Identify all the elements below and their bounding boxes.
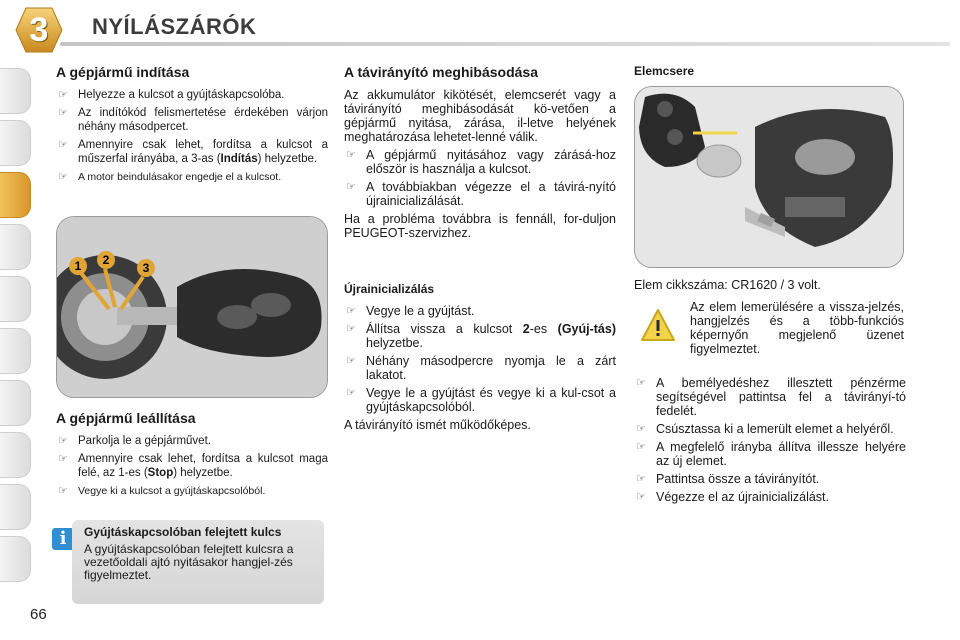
chapter-tabs [0,68,34,588]
ignition-illustration [56,216,328,398]
hand-pointer-icon: ☞ [58,171,68,183]
list-item: ☞ Parkolja le a gépjárművet. [58,435,211,447]
malfunction-section [344,64,616,244]
warning-triangle-shape [640,308,676,344]
battery-steps [634,376,906,504]
info-box-title: Gyújtáskapcsolóban felejtett kulcs [84,525,282,539]
remote-battery-image [635,87,903,267]
chapter-tab[interactable] [0,380,31,426]
stop-steps [56,434,328,498]
ignition-key-image [57,217,327,397]
hand-pointer-icon: ☞ [636,441,646,453]
hand-pointer-icon: ☞ [346,305,356,317]
stop-title: A gépjármű leállítása [56,410,196,426]
list-item: ☞ A motor beindulásakor engedje el a kulcsot. [58,171,282,183]
battery-illustration [634,86,904,268]
hand-pointer-icon: ☞ [346,355,356,367]
callout-2: 2 [97,251,115,269]
reinit-section [344,282,616,436]
hand-pointer-icon: ☞ [58,107,68,119]
hand-pointer-icon: ☞ [58,453,68,465]
hand-pointer-icon: ☞ [636,473,646,485]
chapter-tab[interactable] [0,224,31,270]
info-icon: i [52,528,74,550]
list-item: ☞ A megfelelő irányba állítva illessze helyére az új elemet. [636,440,906,468]
chapter-tab-active[interactable] [0,172,31,218]
hand-pointer-icon: ☞ [58,139,68,151]
hand-pointer-icon: ☞ [58,485,68,497]
hand-pointer-icon: ☞ [636,423,646,435]
chapter-tab[interactable] [0,328,31,374]
malfunction-outro: Ha a probléma továbbra is fennáll, for-duljon PEUGEOT-szervizhez. [344,212,616,240]
hand-pointer-icon: ☞ [346,387,356,399]
hand-pointer-icon: ☞ [58,435,68,447]
reinit-result: A távirányító ismét működőképes. [344,418,531,432]
hand-pointer-icon: ☞ [636,491,646,503]
callout-3: 3 [137,259,155,277]
malfunction-steps [344,148,616,208]
list-item: ☞ Végezze el az újrainicializálást. [636,490,830,504]
chapter-tab[interactable] [0,276,31,322]
battery-section [634,376,906,508]
list-item: ☞ Amennyire csak lehet, fordítsa a kulcsot a műszerfal irányába, a 3-as (Indítás) helyzetbe. [58,139,328,165]
battery-part-number: Elem cikkszáma: CR1620 / 3 volt. [634,278,821,292]
start-section [56,64,328,188]
battery-title: Elemcsere [634,64,695,78]
hand-pointer-icon: ☞ [346,181,356,193]
list-item: ☞ Vegye le a gyújtást és vegye ki a kul-csot a gyújtáskapcsolóból. [346,386,616,414]
list-item: ☞ Vegye ki a kulcsot a gyújtáskapcsolóból. [58,485,266,497]
list-item: ☞ A gépjármű nyitásához vagy zárásá-hoz először is használja a kulcsot. [346,148,616,176]
chapter-number: 3 [29,11,49,49]
list-item: ☞ A bemélyedéshez illesztett pénzérme segítségével pattintsa fel a távirányí-tó fedelét. [636,376,906,418]
page-number: 66 [30,606,47,623]
list-item: ☞ Pattintsa össze a távirányítót. [636,472,820,486]
header-rule [60,42,950,46]
list-item: ☞ Vegye le a gyújtást. [346,304,475,318]
chapter-tab[interactable] [0,484,31,530]
list-item: ☞ A továbbiakban végezze el a távirá-nyító újrainicializálását. [346,180,616,208]
reinit-title: Újrainicializálás [344,282,435,296]
hand-pointer-icon: ☞ [346,149,356,161]
chapter-badge [14,6,64,54]
malfunction-title: A távirányító meghibásodása [344,64,538,80]
list-item: ☞ Az indítókód felismertetése érdekében várjon néhány másodpercet. [58,107,328,133]
hand-pointer-icon: ☞ [58,89,68,101]
chapter-tab[interactable] [0,432,31,478]
list-item: ☞ Helyezze a kulcsot a gyújtáskapcsolóba. [58,89,285,101]
list-item: ☞ Állítsa vissza a kulcsot 2-es (Gyúj-tás) helyzetbe. [346,322,616,350]
page-title: NYÍLÁSZÁRÓK [92,14,257,39]
list-item: ☞ Néhány másodpercre nyomja le a zárt lakatot. [346,354,616,382]
list-item: ☞ Amennyire csak lehet, fordítsa a kulcsot maga felé, az 1-es (Stop) helyzetbe. [58,453,328,479]
info-box-text: A gyújtáskapcsolóban felejtett kulcsra a vezetőoldali ajtó nyitásakor hangjel-zés figyelmeztet. [84,542,294,582]
malfunction-intro: Az akkumulátor kikötését, elemcserét vagy a távirányító meghibásodását kö-vetően a gépjármű nyitása, zárása, il-letve helyének meghatározása lehetet-lenné válik. [344,88,616,144]
start-title: A gépjármű indítása [56,64,190,80]
chapter-tab[interactable] [0,68,31,114]
hand-pointer-icon: ☞ [636,377,646,389]
reinit-steps [344,304,616,414]
stop-section [56,410,328,502]
battery-warning-text: Az elem lemerülésére a vissza-jelzés, hangjelzés és a több-funkciós képernyőn megjelenő üzenet figyelmeztet. [690,300,904,356]
info-box [72,520,324,604]
warning-triangle-icon [640,308,676,344]
hand-pointer-icon: ☞ [346,323,356,335]
callout-1: 1 [69,257,87,275]
chapter-tab[interactable] [0,120,31,166]
chapter-tab[interactable] [0,536,31,582]
list-item: ☞ Csúsztassa ki a lemerült elemet a helyéről. [636,422,894,436]
start-steps [56,88,328,184]
